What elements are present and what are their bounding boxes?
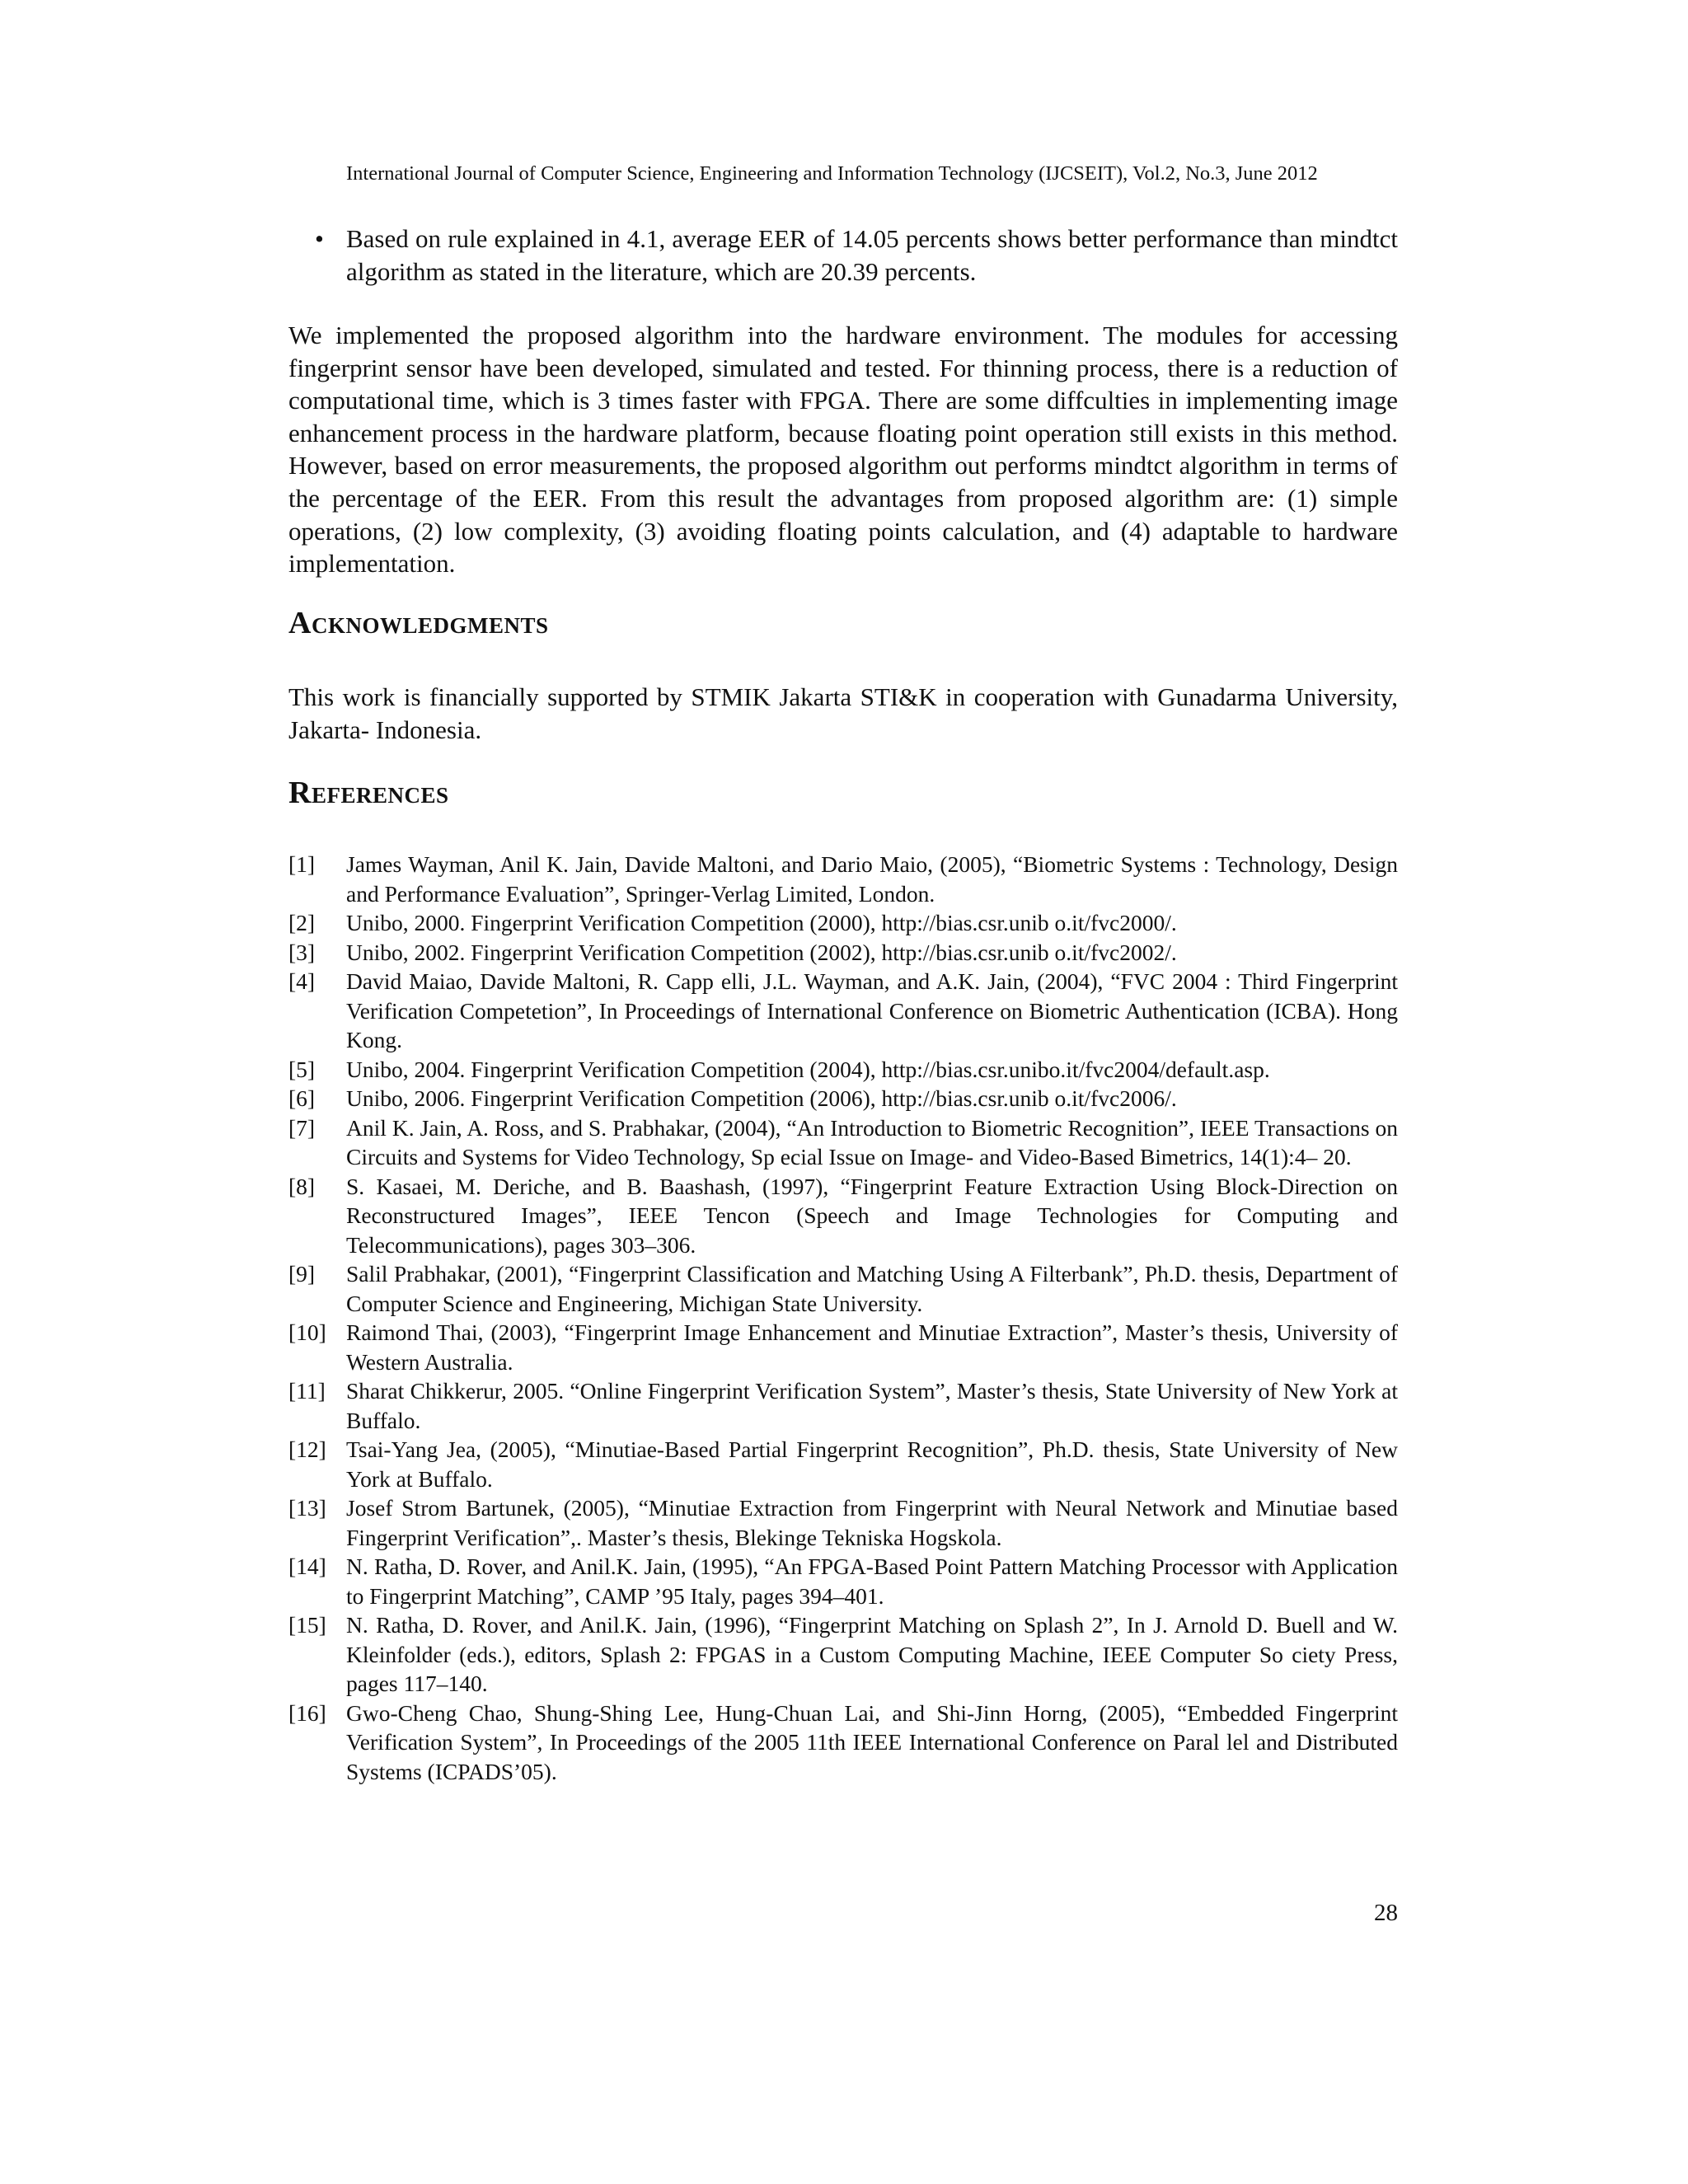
reference-text: Anil K. Jain, A. Ross, and S. Prabhakar, (2004), “An Introduction to Biometric Recognition”, IEEE Transactions on Circuits and Systems for Video Technology, Sp ecial Issue on Image- and Video-Based Bimetrics, 14(1):4– 20. [346, 1114, 1398, 1169]
bullet-text: Based on rule explained in 4.1, average EER of 14.05 percents shows better performance than mindtct algorithm as stated in the literature, which are 20.39 percents. [346, 224, 1398, 286]
reference-item [288, 1084, 1398, 1113]
running-header: International Journal of Computer Science, Engineering and Information Technology (IJCSEIT), Vol.2, No.3, June 2012 [346, 162, 1318, 185]
reference-number: [13] [288, 1495, 326, 1521]
reference-number: [6] [288, 1085, 316, 1111]
reference-item [288, 1055, 1398, 1085]
reference-text: N. Ratha, D. Rover, and Anil.K. Jain, (1995), “An FPGA-Based Point Pattern Matching Processor with Application to Fingerprint Matching”, CAMP ’95 Italy, pages 394–401. [346, 1554, 1398, 1609]
reference-number: [15] [288, 1612, 326, 1638]
reference-item [288, 1113, 1398, 1172]
reference-text: Raimond Thai, (2003), “Fingerprint Image Enhancement and Minutiae Extraction”, Master’s thesis, University of Western Australia. [346, 1319, 1398, 1375]
reference-text: Tsai-Yang Jea, (2005), “Minutiae-Based Partial Fingerprint Recognition”, Ph.D. thesis, State University of New York at Buffalo. [346, 1436, 1398, 1492]
acknowledgments-paragraph: This work is financially supported by STMIK Jakarta STI&K in cooperation with Gunadarma University, Jakarta- Indonesia. [288, 682, 1398, 744]
reference-number: [3] [288, 939, 316, 965]
reference-number: [4] [288, 968, 316, 994]
reference-text: Sharat Chikkerur, 2005. “Online Fingerprint Verification System”, Master’s thesis, State University of New York at Buffalo. [346, 1378, 1398, 1433]
reference-item [288, 850, 1398, 908]
reference-item [288, 1552, 1398, 1610]
reference-number: [5] [288, 1056, 316, 1082]
reference-item [288, 1435, 1398, 1493]
reference-item [288, 1610, 1398, 1699]
reference-number: [7] [288, 1114, 316, 1141]
reference-item [288, 938, 1398, 968]
reference-item [288, 908, 1398, 938]
reference-item [288, 1699, 1398, 1787]
acknowledgments-heading: Acknowledgments [288, 606, 549, 640]
reference-text: Unibo, 2000. Fingerprint Verification Competition (2000), http://bias.csr.unib o.it/fvc2000/. [346, 910, 1177, 935]
reference-number: [11] [288, 1378, 326, 1404]
conclusion-paragraph: We implemented the proposed algorithm into the hardware environment. The modules for accessing fingerprint sensor have been developed, simulated and tested. For thinning process, there is a reduction of computational time, which is 3 times faster with FPGA. There are some diffculties in implementing image enhancement process in the hardware platform, because floating point operation still exists in this method. However, based on error measurements, the proposed algorithm out performs mindtct algorithm in terms of the percentage of the EER. From this result the advantages from proposed algorithm are: (1) simple operations, (2) low complexity, (3) avoiding floating points calculation, and (4) adaptable to hardware implementation. [288, 321, 1398, 579]
reference-number: [9] [288, 1261, 316, 1286]
page-number: 28 [1374, 1900, 1398, 1926]
reference-number: [10] [288, 1319, 326, 1345]
reference-text: Salil Prabhakar, (2001), “Fingerprint Classification and Matching Using A Filterbank”, Ph.D. thesis, Department of Computer Science and Engineering, Michigan State University. [346, 1261, 1398, 1316]
reference-item [288, 1318, 1398, 1376]
reference-text: David Maiao, Davide Maltoni, R. Capp elli, J.L. Wayman, and A.K. Jain, (2004), “FVC 2004 : Third Fingerprint Verification Competetion”, In Proceedings of International Conference on Biometric Authentication (ICBA). Hong Kong. [346, 968, 1398, 1052]
bullet-icon: • [315, 224, 324, 253]
reference-text: N. Ratha, D. Rover, and Anil.K. Jain, (1996), “Fingerprint Matching on Splash 2”, In J. Arnold D. Buell and W. Kleinfolder (eds.), editors, Splash 2: FPGAS in a Custom Computing Machine, IEEE Computer So ciety Press, pages 117–140. [346, 1612, 1398, 1696]
reference-text: Josef Strom Bartunek, (2005), “Minutiae Extraction from Fingerprint with Neural Network and Minutiae based Fingerprint Verification”,. Master’s thesis, Blekinge Tekniska Hogskola. [346, 1495, 1398, 1550]
reference-number: [16] [288, 1699, 326, 1726]
reference-text: Unibo, 2002. Fingerprint Verification Competition (2002), http://bias.csr.unib o.it/fvc2002/. [346, 939, 1177, 965]
references-heading: References [288, 776, 449, 810]
reference-text: James Wayman, Anil K. Jain, Davide Maltoni, and Dario Maio, (2005), “Biometric Systems : Technology, Design and Performance Evaluation”, Springer-Verlag Limited, London. [346, 851, 1398, 907]
reference-text: Gwo-Cheng Chao, Shung-Shing Lee, Hung-Chuan Lai, and Shi-Jinn Horng, (2005), “Embedded Fingerprint Verification System”, In Proceedings of the 2005 11th IEEE International Conference on Paral lel and Distributed Systems (ICPADS’05). [346, 1699, 1398, 1784]
reference-item [288, 1376, 1398, 1435]
reference-number: [14] [288, 1554, 326, 1579]
reference-number: [1] [288, 851, 316, 877]
reference-number: [12] [288, 1436, 326, 1462]
reference-number: [2] [288, 910, 316, 935]
reference-text: Unibo, 2006. Fingerprint Verification Competition (2006), http://bias.csr.unib o.it/fvc2006/. [346, 1085, 1177, 1111]
reference-item [288, 1259, 1398, 1318]
reference-number: [8] [288, 1173, 316, 1199]
reference-item [288, 967, 1398, 1055]
reference-item [288, 1493, 1398, 1552]
reference-list [288, 850, 1398, 1786]
reference-item [288, 1172, 1398, 1260]
reference-text: S. Kasaei, M. Deriche, and B. Baashash, (1997), “Fingerprint Feature Extraction Using Block-Direction on Reconstructured Images”, IEEE Tencon (Speech and Image Technologies for Computing and Telecommunications), pages 303–306. [346, 1173, 1398, 1258]
bullet-item [307, 223, 1398, 288]
reference-text: Unibo, 2004. Fingerprint Verification Competition (2004), http://bias.csr.unibo.it/fvc2004/default.asp. [346, 1056, 1270, 1082]
